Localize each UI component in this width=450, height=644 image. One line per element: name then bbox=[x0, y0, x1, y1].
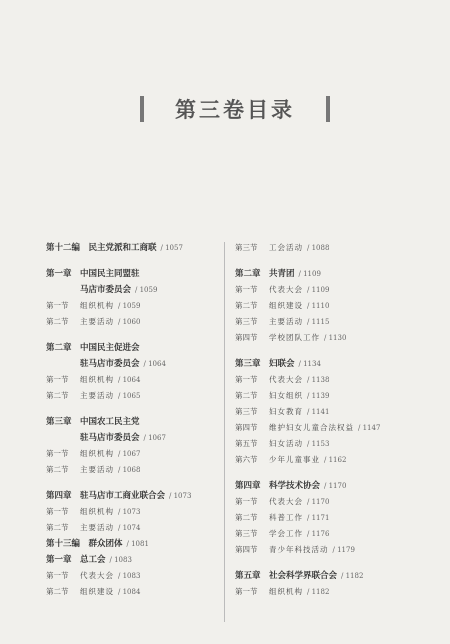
section-label: 第五节 bbox=[235, 439, 258, 448]
toc-section-entry[interactable] bbox=[46, 504, 236, 520]
toc-part-entry[interactable] bbox=[46, 536, 236, 552]
toc-section-entry[interactable] bbox=[46, 314, 236, 330]
page-number: / 1057 bbox=[160, 244, 183, 252]
chapter-label: 第一章 bbox=[46, 555, 72, 565]
page-number: / 1081 bbox=[126, 540, 149, 548]
chapter-label: 第四章 bbox=[235, 481, 261, 491]
page-number: / 1059 bbox=[118, 302, 141, 310]
section-title: 组织机构 bbox=[80, 375, 114, 384]
part-title: 第十三编 群众团体 bbox=[46, 539, 123, 549]
section-label: 第一节 bbox=[46, 301, 69, 310]
chapter-title-continued: 马店市委员会 bbox=[80, 285, 132, 295]
section-label: 第二节 bbox=[235, 301, 258, 310]
page-number: / 1060 bbox=[118, 318, 141, 326]
chapter-label: 第二章 bbox=[235, 269, 261, 279]
section-label: 第三节 bbox=[235, 243, 258, 252]
toc-section-entry[interactable] bbox=[235, 584, 425, 600]
section-label: 第二节 bbox=[46, 587, 69, 596]
section-label: 第一节 bbox=[46, 571, 69, 580]
section-title: 主要活动 bbox=[80, 391, 114, 400]
section-title: 代表大会 bbox=[80, 571, 114, 580]
page-number: / 1182 bbox=[341, 572, 364, 580]
toc-section-entry[interactable] bbox=[235, 314, 425, 330]
toc-chapter-entry[interactable] bbox=[46, 552, 236, 568]
page-number: / 1115 bbox=[307, 318, 330, 326]
toc-spacer bbox=[46, 330, 236, 340]
toc-right-column bbox=[235, 240, 425, 600]
toc-spacer bbox=[235, 256, 425, 266]
toc-chapter-entry[interactable] bbox=[46, 340, 236, 356]
section-label: 第二节 bbox=[235, 391, 258, 400]
page-number: / 1171 bbox=[307, 514, 330, 522]
section-label: 第二节 bbox=[46, 523, 69, 532]
section-title: 主要活动 bbox=[80, 465, 114, 474]
toc-section-entry[interactable] bbox=[235, 420, 425, 436]
toc-section-entry[interactable] bbox=[235, 494, 425, 510]
toc-spacer bbox=[46, 256, 236, 266]
part-title: 第十二编 民主党派和工商联 bbox=[46, 243, 157, 253]
section-title: 代表大会 bbox=[269, 497, 303, 506]
toc-section-entry[interactable] bbox=[235, 404, 425, 420]
section-title: 组织机构 bbox=[269, 587, 303, 596]
page-number: / 1141 bbox=[307, 408, 330, 416]
section-title: 妇女活动 bbox=[269, 439, 303, 448]
toc-section-entry[interactable] bbox=[235, 526, 425, 542]
section-label: 第一节 bbox=[46, 507, 69, 516]
chapter-label: 第二章 bbox=[46, 343, 72, 353]
section-title: 科普工作 bbox=[269, 513, 303, 522]
section-title: 代表大会 bbox=[269, 375, 303, 384]
toc-section-entry[interactable] bbox=[235, 372, 425, 388]
page-number: / 1130 bbox=[324, 334, 347, 342]
page-number: / 1153 bbox=[307, 440, 330, 448]
section-label: 第四节 bbox=[235, 333, 258, 342]
chapter-label: 第五章 bbox=[235, 571, 261, 581]
page-number: / 1074 bbox=[118, 524, 141, 532]
chapter-label: 第三章 bbox=[235, 359, 261, 369]
toc-spacer bbox=[46, 478, 236, 488]
chapter-title: 共青团 bbox=[269, 269, 295, 279]
section-title: 主要活动 bbox=[80, 523, 114, 532]
section-label: 第四节 bbox=[235, 423, 258, 432]
section-title: 组织建设 bbox=[80, 587, 114, 596]
toc-spacer bbox=[46, 404, 236, 414]
toc-chapter-entry[interactable] bbox=[235, 356, 425, 372]
toc-section-entry[interactable] bbox=[46, 584, 236, 600]
chapter-title: 中国民主促进会 bbox=[80, 343, 140, 353]
toc-chapter-entry[interactable] bbox=[235, 478, 425, 494]
page-number: / 1109 bbox=[307, 286, 330, 294]
toc-section-entry[interactable] bbox=[235, 240, 425, 256]
section-label: 第一节 bbox=[46, 449, 69, 458]
toc-section-entry[interactable] bbox=[46, 388, 236, 404]
page-number: / 1073 bbox=[169, 492, 192, 500]
toc-chapter-entry[interactable] bbox=[46, 414, 236, 430]
toc-chapter-entry[interactable] bbox=[235, 266, 425, 282]
toc-section-entry[interactable] bbox=[46, 446, 236, 462]
toc-left-column bbox=[46, 240, 236, 600]
section-title: 青少年科技活动 bbox=[269, 545, 329, 554]
page-number: / 1084 bbox=[118, 588, 141, 596]
chapter-title-continued: 驻马店市委员会 bbox=[80, 433, 140, 443]
page-number: / 1139 bbox=[307, 392, 330, 400]
toc-chapter-title-continued[interactable] bbox=[46, 430, 236, 446]
section-title: 学会工作 bbox=[269, 529, 303, 538]
section-title: 工会活动 bbox=[269, 243, 303, 252]
page-number: / 1170 bbox=[324, 482, 347, 490]
section-title: 主要活动 bbox=[269, 317, 303, 326]
toc-section-entry[interactable] bbox=[46, 298, 236, 314]
page-number: / 1073 bbox=[118, 508, 141, 516]
section-title: 组织建设 bbox=[269, 301, 303, 310]
page-number: / 1134 bbox=[298, 360, 321, 368]
toc-section-entry[interactable] bbox=[235, 388, 425, 404]
page-number: / 1083 bbox=[118, 572, 141, 580]
section-title: 妇女教育 bbox=[269, 407, 303, 416]
section-label: 第三节 bbox=[235, 529, 258, 538]
page-number: / 1067 bbox=[118, 450, 141, 458]
section-title: 代表大会 bbox=[269, 285, 303, 294]
page-number: / 1064 bbox=[118, 376, 141, 384]
section-title: 组织机构 bbox=[80, 301, 114, 310]
title-right-bar bbox=[326, 96, 330, 122]
section-label: 第六节 bbox=[235, 455, 258, 464]
section-title: 组织机构 bbox=[80, 449, 114, 458]
toc-section-entry[interactable] bbox=[235, 282, 425, 298]
section-label: 第一节 bbox=[46, 375, 69, 384]
section-label: 第二节 bbox=[46, 317, 69, 326]
toc-section-entry[interactable] bbox=[46, 462, 236, 478]
page-number: / 1147 bbox=[358, 424, 381, 432]
page-number: / 1068 bbox=[118, 466, 141, 474]
section-label: 第二节 bbox=[46, 465, 69, 474]
toc-section-entry[interactable] bbox=[235, 452, 425, 468]
page-number: / 1083 bbox=[109, 556, 132, 564]
toc-section-entry[interactable] bbox=[235, 510, 425, 526]
page-number: / 1162 bbox=[324, 456, 347, 464]
chapter-title: 社会科学界联合会 bbox=[269, 571, 338, 581]
section-title: 组织机构 bbox=[80, 507, 114, 516]
chapter-title: 妇联会 bbox=[269, 359, 295, 369]
toc-chapter-entry[interactable] bbox=[46, 488, 236, 504]
section-title: 少年儿童事业 bbox=[269, 455, 320, 464]
page-number: / 1138 bbox=[307, 376, 330, 384]
page-number: / 1176 bbox=[307, 530, 330, 538]
chapter-title: 驻马店市工商业联合会 bbox=[80, 491, 166, 501]
section-label: 第一节 bbox=[235, 375, 258, 384]
section-label: 第二节 bbox=[46, 391, 69, 400]
toc-section-entry[interactable] bbox=[235, 542, 425, 558]
toc-spacer bbox=[235, 346, 425, 356]
chapter-title: 中国民主同盟驻 bbox=[80, 269, 140, 279]
section-title: 主要活动 bbox=[80, 317, 114, 326]
chapter-title: 中国农工民主党 bbox=[80, 417, 140, 427]
toc-chapter-entry[interactable] bbox=[46, 266, 236, 282]
chapter-label: 第一章 bbox=[46, 269, 72, 279]
section-label: 第三节 bbox=[235, 317, 258, 326]
toc-section-entry[interactable] bbox=[235, 436, 425, 452]
toc-section-entry[interactable] bbox=[235, 330, 425, 346]
page-number: / 1064 bbox=[143, 360, 166, 368]
section-label: 第三节 bbox=[235, 407, 258, 416]
section-title: 妇女组织 bbox=[269, 391, 303, 400]
chapter-label: 第四章 bbox=[46, 491, 72, 501]
title-block bbox=[140, 94, 330, 126]
toc-chapter-entry[interactable] bbox=[235, 568, 425, 584]
page-number: / 1179 bbox=[332, 546, 355, 554]
toc-chapter-title-continued[interactable] bbox=[46, 356, 236, 372]
toc-part-entry[interactable] bbox=[46, 240, 236, 256]
section-label: 第一节 bbox=[235, 587, 258, 596]
chapter-title: 科学技术协会 bbox=[269, 481, 321, 491]
page-number: / 1065 bbox=[118, 392, 141, 400]
toc-section-entry[interactable] bbox=[46, 568, 236, 584]
toc-spacer bbox=[235, 558, 425, 568]
page-title: 第三卷目录 bbox=[175, 98, 295, 122]
page-number: / 1182 bbox=[307, 588, 330, 596]
page-number: / 1088 bbox=[307, 244, 330, 252]
toc-spacer bbox=[235, 468, 425, 478]
section-label: 第二节 bbox=[235, 513, 258, 522]
section-label: 第一节 bbox=[235, 285, 258, 294]
toc-chapter-title-continued[interactable] bbox=[46, 282, 236, 298]
page-number: / 1059 bbox=[135, 286, 158, 294]
section-label: 第四节 bbox=[235, 545, 258, 554]
page-number: / 1110 bbox=[307, 302, 330, 310]
toc-section-entry[interactable] bbox=[46, 520, 236, 536]
toc-section-entry[interactable] bbox=[235, 298, 425, 314]
section-title: 学校团队工作 bbox=[269, 333, 320, 342]
section-label: 第一节 bbox=[235, 497, 258, 506]
toc-section-entry[interactable] bbox=[46, 372, 236, 388]
chapter-title-continued: 驻马店市委员会 bbox=[80, 359, 140, 369]
chapter-label: 第三章 bbox=[46, 417, 72, 427]
page-number: / 1067 bbox=[143, 434, 166, 442]
page-number: / 1109 bbox=[298, 270, 321, 278]
section-title: 维护妇女儿童合法权益 bbox=[269, 423, 354, 432]
page-number: / 1170 bbox=[307, 498, 330, 506]
chapter-title: 总工会 bbox=[80, 555, 106, 565]
